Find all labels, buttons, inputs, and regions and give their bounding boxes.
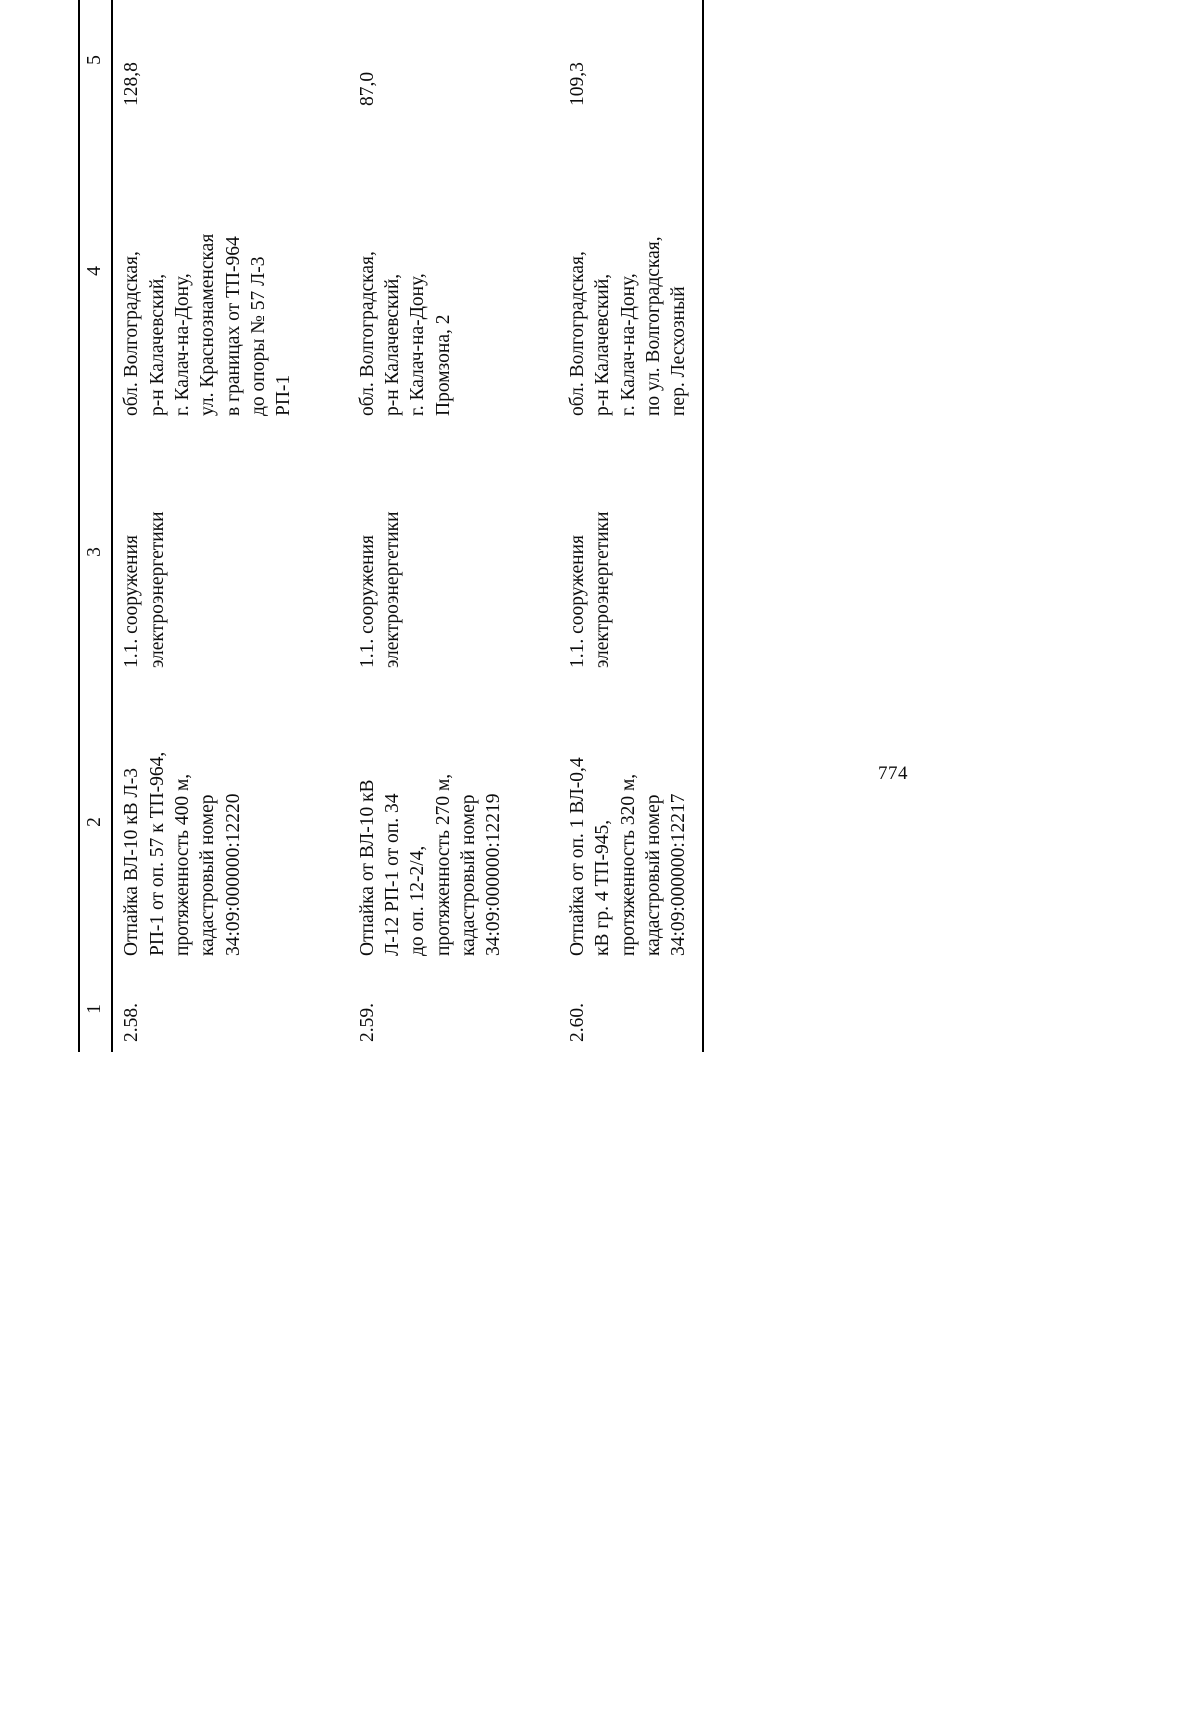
column-header-3: 3	[79, 426, 112, 678]
object-year	[349, 0, 517, 4]
row-spacer	[307, 0, 349, 1052]
table-row	[559, 0, 703, 1052]
row-spacer	[517, 0, 559, 1052]
object-description: Отпайка от ВЛ-10 кВ Л-12 РП-1 от оп. 34 до оп. 12-2/4, протяженность 270 м, кадастровый номер 34:09:000000:12219	[356, 773, 505, 956]
row-number: 2.60.	[559, 966, 703, 1052]
column-header-5: 5	[79, 4, 112, 116]
object-category: 1.1. сооружения электроэнергетики	[356, 511, 404, 668]
object-address: обл. Волгоградская, р-н Калачевский, г. Калач-на-Дону, Промзона, 2	[356, 251, 454, 416]
property-register-table	[78, 0, 704, 1052]
table-row	[349, 0, 517, 1052]
object-description: Отпайка от оп. 1 ВЛ-0,4 кВ гр. 4 ТП-945, протяженность 320 м, кадастровый номер 34:09:000000:12217	[559, 678, 703, 966]
column-header-2: 2	[79, 678, 112, 966]
object-value: 87,0	[356, 71, 378, 106]
row-number: 2.58.	[121, 1003, 143, 1042]
object-description: Отпайка ВЛ-10 кВ Л-3 РП-1 от оп. 57 к ТП-964, протяженность 400 м, кадастровый номер 34:09:000000:12220	[121, 751, 244, 956]
column-header-1: 1	[79, 966, 112, 1052]
table-header-row	[79, 0, 112, 1052]
object-value: 128,8	[121, 62, 143, 106]
table-row	[112, 0, 306, 1052]
object-category: 1.1. сооружения электроэнергетики	[559, 426, 703, 678]
object-year	[112, 0, 306, 4]
column-header-6	[79, 0, 112, 4]
object-address: обл. Волгоградская, р-н Калачевский, г. Калач-на-Дону, по ул. Волгоградская, пер. Лесхозный	[559, 116, 703, 426]
page-number: 774	[878, 763, 908, 784]
row-number: 2.59.	[356, 1003, 378, 1042]
column-header-4: 4	[79, 116, 112, 426]
object-category: 1.1. сооружения электроэнергетики	[121, 511, 168, 668]
object-address: обл. Волгоградская, р-н Калачевский, г. Калач-на-Дону, ул. Краснознаменская в границах от ТП-964 до опоры № 57 Л-3 РП-1	[121, 233, 295, 416]
object-year	[559, 0, 703, 4]
object-value: 109,3	[559, 4, 703, 116]
